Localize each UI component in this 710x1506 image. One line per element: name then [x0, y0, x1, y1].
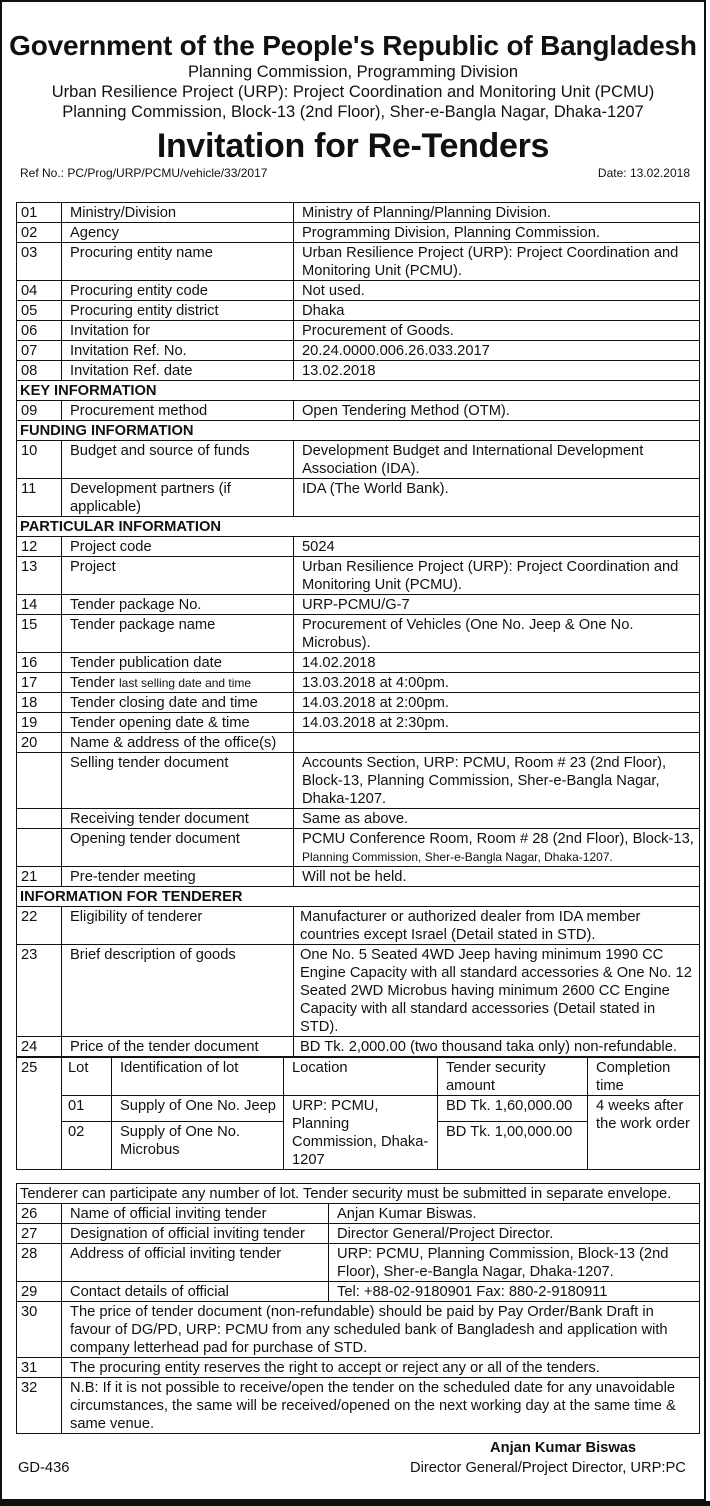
- row-label: Designation of official inviting tender: [62, 1224, 329, 1244]
- row-label: Procuring entity district: [62, 301, 294, 321]
- row-label: Invitation Ref. date: [62, 361, 294, 381]
- row-number: 02: [17, 223, 62, 243]
- row-value: 13.03.2018 at 4:00pm.: [294, 673, 700, 693]
- table-row: [17, 401, 700, 421]
- row-label: Contact details of official: [62, 1282, 329, 1302]
- row-value: IDA (The World Bank).: [294, 479, 700, 517]
- row-number: 13: [17, 557, 62, 595]
- row-label: Procuring entity code: [62, 281, 294, 301]
- lot-security: BD Tk. 1,60,000.00: [438, 1096, 588, 1122]
- row-label: Price of the tender document: [62, 1037, 294, 1057]
- section-row: [17, 517, 700, 537]
- row-number: 23: [17, 945, 62, 1037]
- table-row: [17, 753, 700, 809]
- row-label: Project code: [62, 537, 294, 557]
- header-line-1: Planning Commission, Programming Division: [187, 63, 519, 81]
- table-row: [17, 693, 700, 713]
- table-row: [17, 1204, 700, 1224]
- completion-header: Completion time: [588, 1058, 700, 1096]
- table-row: [17, 595, 700, 615]
- row-label: Pre-tender meeting: [62, 867, 294, 887]
- section-key-information: KEY INFORMATION: [17, 381, 700, 401]
- row-value: 20.24.0000.006.26.033.2017: [294, 341, 700, 361]
- note-row: [17, 1378, 700, 1434]
- table-row: [17, 733, 700, 753]
- row-number: 08: [17, 361, 62, 381]
- row-number: 20: [17, 733, 62, 753]
- row-value: Urban Resilience Project (URP): Project Coordination and Monitoring Unit (PCMU).: [294, 243, 700, 281]
- table-row: [17, 1224, 700, 1244]
- row-label-small: last selling date and time: [119, 676, 252, 690]
- table-row: [17, 281, 700, 301]
- row-number: 28: [17, 1244, 62, 1282]
- section-row: [17, 421, 700, 441]
- officials-table: [16, 1183, 700, 1434]
- row-value: Tel: +88-02-9180901 Fax: 880-2-9180911: [329, 1282, 700, 1302]
- row-value: Director General/Project Director.: [329, 1224, 700, 1244]
- row-value: Ministry of Planning/Planning Division.: [294, 203, 700, 223]
- notice-date: Date: 13.02.2018: [597, 166, 690, 180]
- row-number: 27: [17, 1224, 62, 1244]
- row-number: 16: [17, 653, 62, 673]
- note-text: The price of tender document (non-refundable) should be paid by Pay Order/Bank Draft in favour of DG/PD, URP: PCMU from any scheduled bank of Bangladesh and application with company letterhead pad for purchase of STD.: [62, 1302, 700, 1358]
- notice-code: GD-436: [18, 1460, 70, 1476]
- table-row: [17, 713, 700, 733]
- row-label: Tender package No.: [62, 595, 294, 615]
- row-label: Development partners (if applicable): [62, 479, 294, 517]
- note-text: The procuring entity reserves the right to accept or reject any or all of the tenders.: [62, 1358, 700, 1378]
- row-label: Tender opening date & time: [62, 713, 294, 733]
- row-number: 24: [17, 1037, 62, 1057]
- row-label: Procurement method: [62, 401, 294, 421]
- table-row: [17, 1282, 700, 1302]
- lot-identification: Supply of One No. Microbus: [112, 1121, 284, 1169]
- table-row: [17, 673, 700, 693]
- security-header: Tender security amount: [438, 1058, 588, 1096]
- row-number: 01: [17, 203, 62, 223]
- row-number: 06: [17, 321, 62, 341]
- lot-note-row: [17, 1184, 700, 1204]
- lot-row-number: 25: [17, 1058, 62, 1170]
- reference-line: [2, 166, 704, 180]
- row-label: Invitation Ref. No.: [62, 341, 294, 361]
- row-number: [17, 753, 62, 809]
- row-number: 31: [17, 1358, 62, 1378]
- row-number: [17, 809, 62, 829]
- location-header: Location: [284, 1058, 438, 1096]
- table-row: [17, 615, 700, 653]
- row-label: Tender closing date and time: [62, 693, 294, 713]
- table-row: [17, 809, 700, 829]
- row-value: Accounts Section, URP: PCMU, Room # 23 (2nd Floor), Block-13, Planning Commission, Sher-e-Bangla Nagar, Dhaka-1207.: [294, 753, 700, 809]
- table-row: [17, 243, 700, 281]
- page-bottom-edge: [0, 1501, 710, 1506]
- row-number: 18: [17, 693, 62, 713]
- lot-row: [17, 1096, 700, 1122]
- row-number: 03: [17, 243, 62, 281]
- row-value: 14.03.2018 at 2:30pm.: [294, 713, 700, 733]
- row-number: 10: [17, 441, 62, 479]
- row-value: [294, 829, 700, 867]
- row-number: 22: [17, 907, 62, 945]
- row-value: [294, 733, 700, 753]
- row-value: 14.03.2018 at 2:00pm.: [294, 693, 700, 713]
- row-number: 14: [17, 595, 62, 615]
- table-row: [17, 829, 700, 867]
- row-number: 30: [17, 1302, 62, 1358]
- row-label: Tender publication date: [62, 653, 294, 673]
- lot-completion: 4 weeks after the work order: [588, 1096, 700, 1170]
- row-value: Urban Resilience Project (URP): Project Coordination and Monitoring Unit (PCMU).: [294, 557, 700, 595]
- row-number: 17: [17, 673, 62, 693]
- row-number: 32: [17, 1378, 62, 1434]
- row-label: Selling tender document: [62, 753, 294, 809]
- row-value: URP: PCMU, Planning Commission, Block-13 (2nd Floor), Sher-e-Bangla Nagar, Dhaka-1207.: [329, 1244, 700, 1282]
- opening-address-line: Planning Commission, Sher-e-Bangla Nagar, Dhaka-1207.: [302, 850, 613, 864]
- row-number: 19: [17, 713, 62, 733]
- lot-table: [16, 1057, 700, 1170]
- row-label: Eligibility of tenderer: [62, 907, 294, 945]
- table-row: [17, 537, 700, 557]
- row-value: 13.02.2018: [294, 361, 700, 381]
- lot-header: Lot: [62, 1058, 112, 1096]
- row-label: Budget and source of funds: [62, 441, 294, 479]
- table-row: [17, 223, 700, 243]
- note-text: N.B: If it is not possible to receive/open the tender on the scheduled date for any unavoidable circumstances, the same will be received/opened on the next working day at the same time & same venue.: [62, 1378, 700, 1434]
- row-value: Development Budget and International Development Association (IDA).: [294, 441, 700, 479]
- row-number: 29: [17, 1282, 62, 1302]
- row-number: 26: [17, 1204, 62, 1224]
- header-line-2: Urban Resilience Project (URP): Project Coordination and Monitoring Unit (PCMU): [51, 83, 655, 101]
- row-value: Procurement of Goods.: [294, 321, 700, 341]
- row-number: 11: [17, 479, 62, 517]
- section-row: [17, 381, 700, 401]
- row-number: 07: [17, 341, 62, 361]
- row-number: 12: [17, 537, 62, 557]
- row-value: Dhaka: [294, 301, 700, 321]
- row-value: Anjan Kumar Biswas.: [329, 1204, 700, 1224]
- row-label: Ministry/Division: [62, 203, 294, 223]
- row-value: BD Tk. 2,000.00 (two thousand taka only) non-refundable.: [294, 1037, 700, 1057]
- row-label: Tender package name: [62, 615, 294, 653]
- table-row: [17, 867, 700, 887]
- row-label: Procuring entity name: [62, 243, 294, 281]
- row-label: Opening tender document: [62, 829, 294, 867]
- row-value: 14.02.2018: [294, 653, 700, 673]
- row-label: Invitation for: [62, 321, 294, 341]
- table-row: [17, 1037, 700, 1057]
- reference-number: Ref No.: PC/Prog/URP/PCMU/vehicle/33/2017: [20, 166, 268, 180]
- table-row: [17, 653, 700, 673]
- note-row: [17, 1358, 700, 1378]
- row-value: 5024: [294, 537, 700, 557]
- table-row: [17, 479, 700, 517]
- table-row: [17, 557, 700, 595]
- row-value: URP-PCMU/G-7: [294, 595, 700, 615]
- row-value: Same as above.: [294, 809, 700, 829]
- table-row: [17, 361, 700, 381]
- table-row: [17, 907, 700, 945]
- row-label: Brief description of goods: [62, 945, 294, 1037]
- lot-location: URP: PCMU, Planning Commission, Dhaka-1207: [284, 1096, 438, 1170]
- signatory-designation: Director General/Project Director, URP:PC: [410, 1460, 686, 1476]
- section-tenderer-information: INFORMATION FOR TENDERER: [17, 887, 700, 907]
- notice-title: Invitation for Re-Tenders: [156, 127, 550, 165]
- lot-security: BD Tk. 1,00,000.00: [438, 1121, 588, 1169]
- row-number: 09: [17, 401, 62, 421]
- row-number: 04: [17, 281, 62, 301]
- table-row: [17, 203, 700, 223]
- lot-header-row: [17, 1058, 700, 1096]
- row-number: 15: [17, 615, 62, 653]
- identification-header: Identification of lot: [112, 1058, 284, 1096]
- row-value: Programming Division, Planning Commission.: [294, 223, 700, 243]
- row-number: 05: [17, 301, 62, 321]
- header-line-3: Planning Commission, Block-13 (2nd Floor), Sher-e-Bangla Nagar, Dhaka-1207: [62, 103, 644, 121]
- section-funding-information: FUNDING INFORMATION: [17, 421, 700, 441]
- row-label-main: Tender: [70, 675, 115, 691]
- table-row: [17, 301, 700, 321]
- signatory-name: Anjan Kumar Biswas: [490, 1440, 637, 1456]
- row-label: Project: [62, 557, 294, 595]
- government-title: Government of the People's Republic of Bangladesh: [9, 30, 697, 61]
- lot-note: Tenderer can participate any number of lot. Tender security must be submitted in separate envelope.: [17, 1184, 700, 1204]
- row-label: Name & address of the office(s): [62, 733, 294, 753]
- table-row: [17, 441, 700, 479]
- notice-header: [2, 30, 704, 165]
- row-number: [17, 829, 62, 867]
- section-row: [17, 887, 700, 907]
- row-value: Procurement of Vehicles (One No. Jeep & One No. Microbus).: [294, 615, 700, 653]
- lot-identification: Supply of One No. Jeep: [112, 1096, 284, 1122]
- table-row: [17, 1244, 700, 1282]
- table-row: [17, 945, 700, 1037]
- row-value: Will not be held.: [294, 867, 700, 887]
- section-particular-information: PARTICULAR INFORMATION: [17, 517, 700, 537]
- row-label: [62, 673, 294, 693]
- details-table: [16, 202, 700, 1057]
- note-row: [17, 1302, 700, 1358]
- row-label: Receiving tender document: [62, 809, 294, 829]
- row-value: One No. 5 Seated 4WD Jeep having minimum 1990 CC Engine Capacity with all standard accessories & One No. 12 Seated 2WD Microbus having minimum 2600 CC Engine Capacity with all standard accessories (Detail stated in STD).: [294, 945, 700, 1037]
- table-row: [17, 341, 700, 361]
- lot-number: 02: [62, 1121, 112, 1169]
- row-value: Open Tendering Method (OTM).: [294, 401, 700, 421]
- opening-address-line: PCMU Conference Room, Room # 28 (2nd Floor), Block-13,: [302, 831, 694, 847]
- row-label: Agency: [62, 223, 294, 243]
- table-row: [17, 321, 700, 341]
- row-value: Not used.: [294, 281, 700, 301]
- row-label: Address of official inviting tender: [62, 1244, 329, 1282]
- row-number: 21: [17, 867, 62, 887]
- lot-number: 01: [62, 1096, 112, 1122]
- row-label: Name of official inviting tender: [62, 1204, 329, 1224]
- row-value: Manufacturer or authorized dealer from IDA member countries except Israel (Detail stated in STD).: [294, 907, 700, 945]
